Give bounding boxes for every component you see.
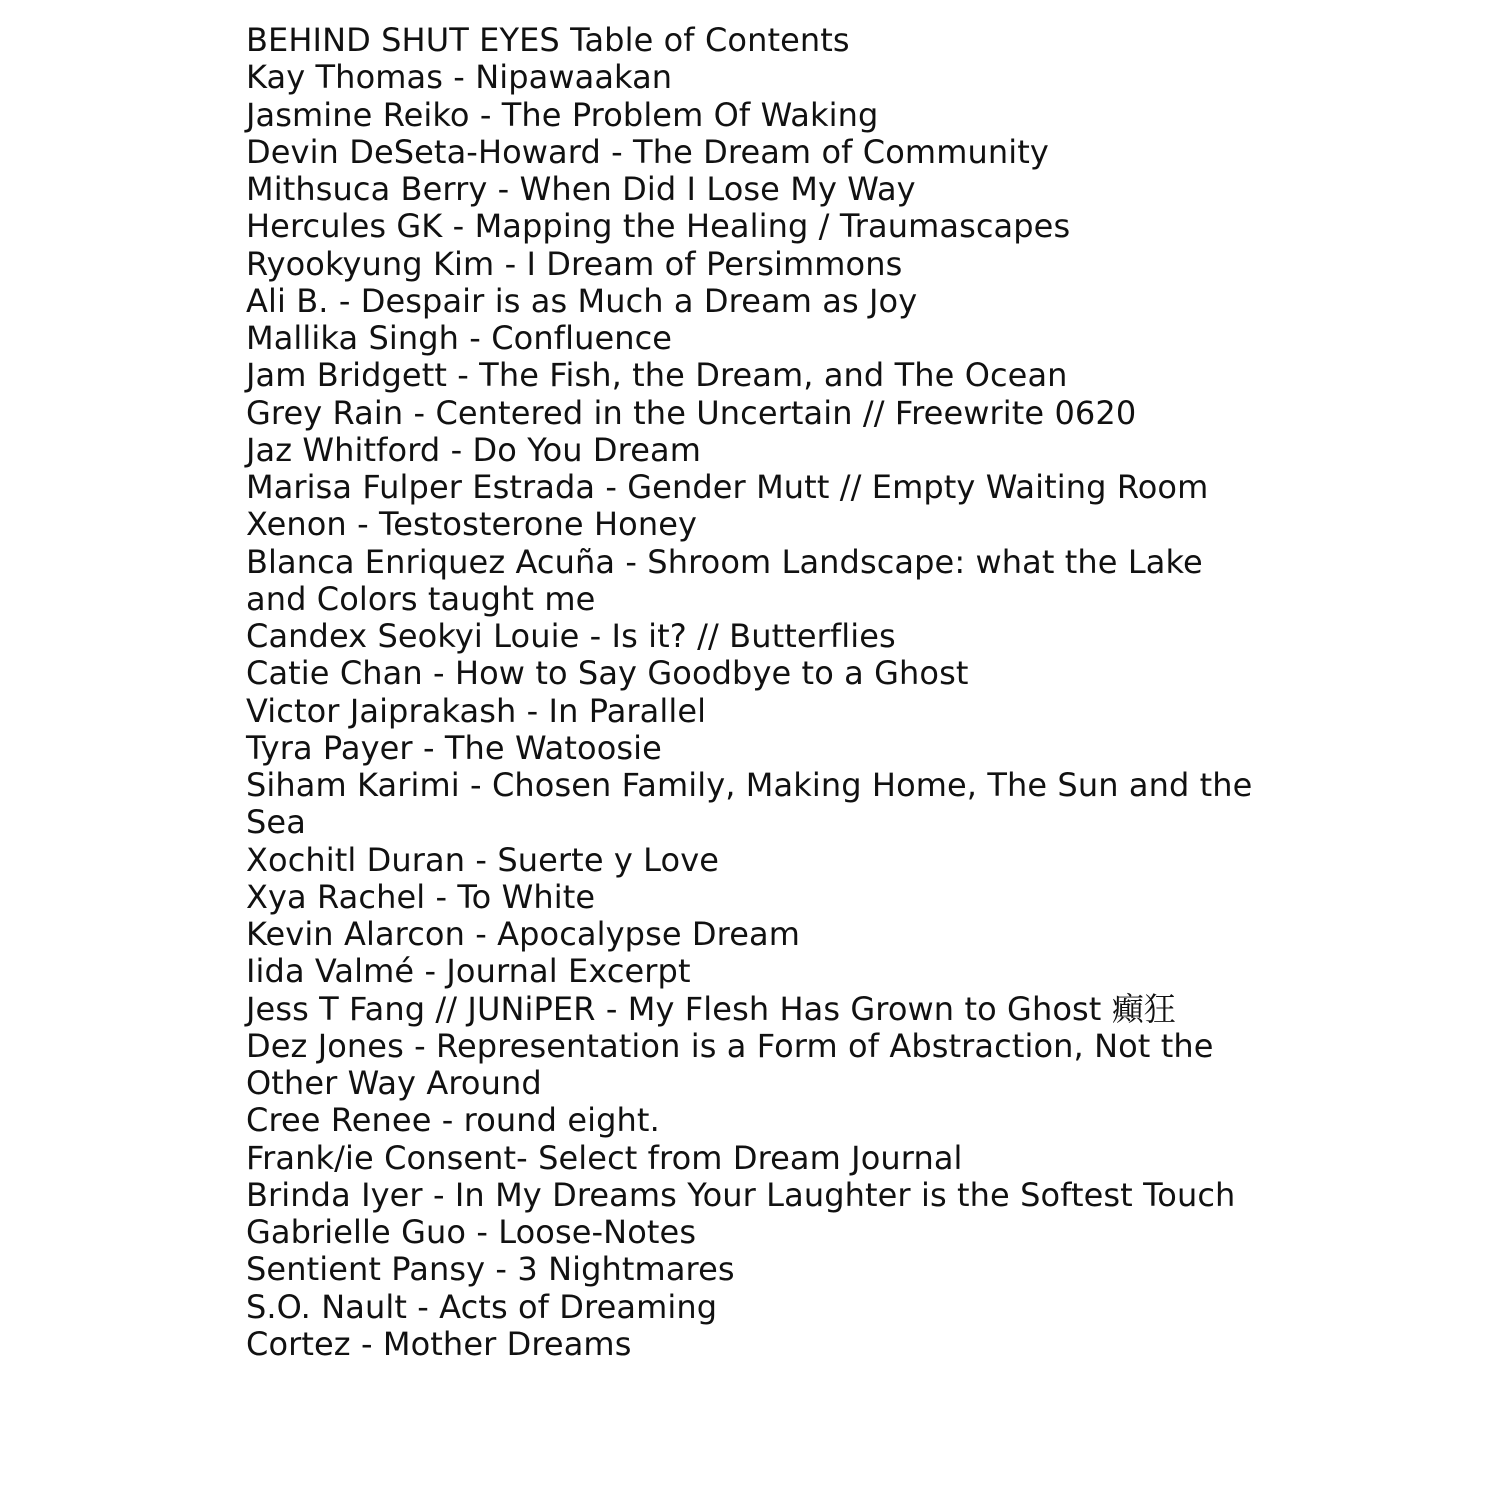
toc-entry: Gabrielle Guo - Loose-Notes: [246, 1213, 697, 1251]
toc-entry: Candex Seokyi Louie - Is it? // Butterflies: [246, 617, 896, 655]
toc-entry: S.O. Nault - Acts of Dreaming: [246, 1287, 718, 1326]
toc-entry: Jaz Whitford - Do You Dream: [246, 430, 701, 469]
toc-entry: Cree Renee - round eight.: [246, 1101, 660, 1140]
toc-entry: Ryookyung Kim - I Dream of Persimmons: [246, 244, 903, 283]
toc-entry: Frank/ie Consent- Select from Dream Journal: [246, 1138, 963, 1177]
toc-entry: Kay Thomas - Nipawaakan: [246, 58, 673, 97]
toc-entry: Catie Chan - How to Say Goodbye to a Ghost: [246, 654, 969, 693]
toc-title: BEHIND SHUT EYES Table of Contents: [246, 21, 850, 59]
toc-entry: Cortez - Mother Dreams: [246, 1324, 632, 1363]
toc-entry: Siham Karimi - Chosen Family, Making Home, The Sun and the Sea: [246, 766, 1253, 842]
toc-entry: Jasmine Reiko - The Problem Of Waking: [246, 95, 879, 134]
toc-entry: Jam Bridgett - The Fish, the Dream, and The Ocean: [246, 356, 1068, 395]
toc-entry: Blanca Enriquez Acuña - Shroom Landscape: what the Lake and Colors taught me: [246, 542, 1203, 618]
toc-entry: Kevin Alarcon - Apocalypse Dream: [246, 915, 800, 953]
table-of-contents: [246, 22, 1256, 1363]
toc-entry: Victor Jaiprakash - In Parallel: [246, 691, 707, 730]
toc-entry: Xochitl Duran - Suerte y Love: [246, 840, 720, 879]
toc-entry: Mithsuca Berry - When Did I Lose My Way: [246, 170, 916, 208]
toc-entry: Tyra Payer - The Watoosie: [246, 728, 662, 767]
toc-entry: Jess T Fang // JUNiPER - My Flesh Has Grown to Ghost 癲狂: [246, 989, 1176, 1028]
toc-entry: Mallika Singh - Confluence: [246, 319, 673, 357]
toc-entry: Grey Rain - Centered in the Uncertain // Freewrite 0620: [246, 393, 1137, 432]
toc-entry: Devin DeSeta-Howard - The Dream of Community: [246, 132, 1049, 171]
toc-entry: Xya Rachel - To White: [246, 877, 596, 916]
toc-entry: Iida Valmé - Journal Excerpt: [246, 952, 691, 991]
toc-entry: Hercules GK - Mapping the Healing / Traumascapes: [246, 207, 1071, 246]
toc-entry: Sentient Pansy - 3 Nightmares: [246, 1250, 735, 1289]
toc-entry: Ali B. - Despair is as Much a Dream as Joy: [246, 281, 918, 320]
toc-entry: Xenon - Testosterone Honey: [246, 505, 698, 544]
toc-entry: Marisa Fulper Estrada - Gender Mutt // Empty Waiting Room: [246, 468, 1209, 506]
toc-entry: Dez Jones - Representation is a Form of Abstraction, Not the Other Way Around: [246, 1026, 1214, 1102]
toc-entry: Brinda Iyer - In My Dreams Your Laughter is the Softest Touch: [246, 1175, 1236, 1214]
